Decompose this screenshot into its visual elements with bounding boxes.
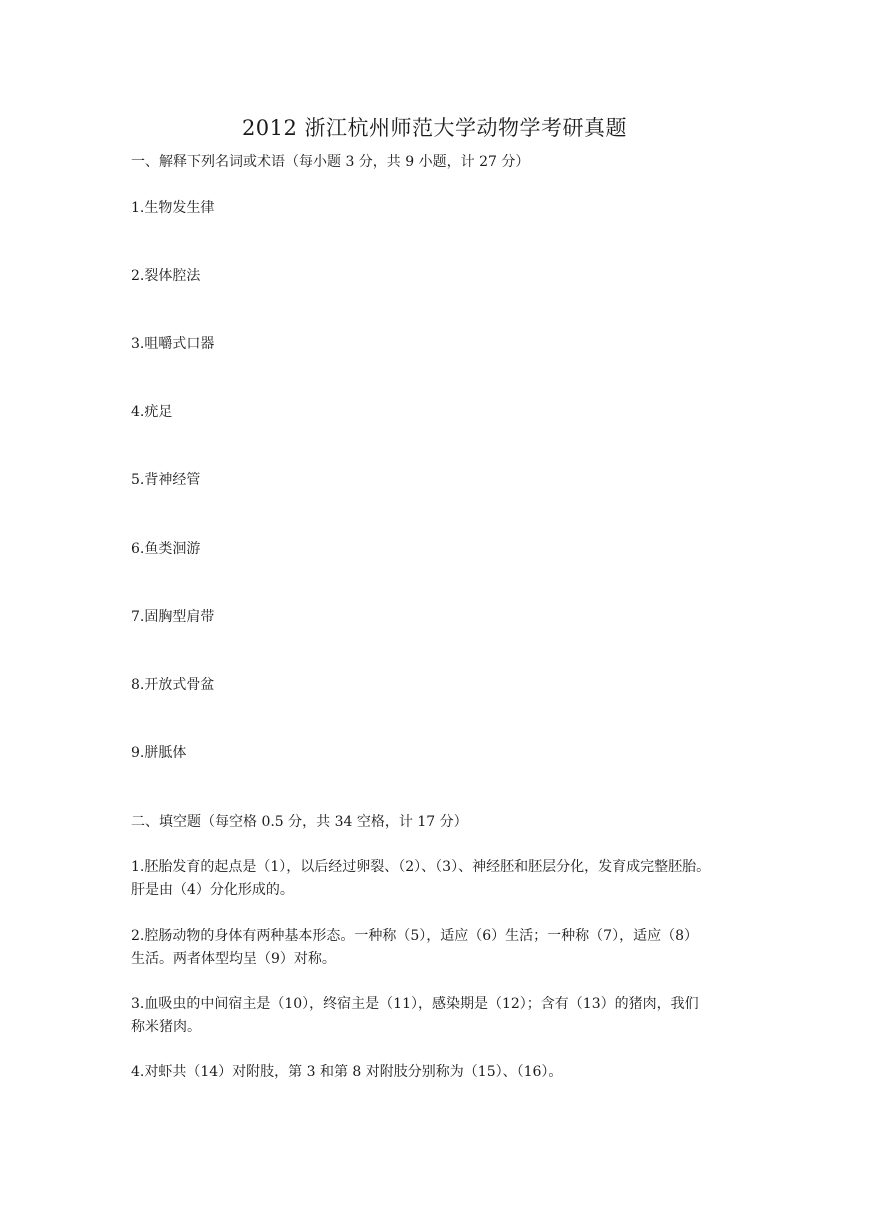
fill-blank-question-line: 肝是由（4）分化形成的。 xyxy=(131,882,294,898)
term-item: 6.鱼类洄游 xyxy=(131,541,201,557)
section-1-heading: 一、解释下列名词或术语（每小题 3 分，共 9 小题，计 27 分） xyxy=(131,154,530,170)
term-item: 8.开放式骨盆 xyxy=(131,677,215,693)
fill-blank-question-line: 称米猪肉。 xyxy=(131,1019,201,1035)
term-item: 3.咀嚼式口器 xyxy=(131,336,215,352)
page-title: 2012 浙江杭州师范大学动物学考研真题 xyxy=(241,116,628,140)
term-item: 5.背神经管 xyxy=(131,472,201,488)
section-2-heading: 二、填空题（每空格 0.5 分，共 34 空格，计 17 分） xyxy=(131,814,468,830)
fill-blank-question-line: 4.对虾共（14）对附肢，第 3 和第 8 对附肢分别称为（15）、（16）。 xyxy=(131,1064,563,1080)
fill-blank-question-line: 2.腔肠动物的身体有两种基本形态。一种称（5），适应（6）生活；一种称（7），适应（8） xyxy=(131,928,698,944)
term-item: 9.胼胝体 xyxy=(131,745,187,761)
term-item: 1.生物发生律 xyxy=(131,200,215,216)
term-item: 2.裂体腔法 xyxy=(131,268,201,284)
fill-blank-question-line: 3.血吸虫的中间宿主是（10），终宿主是（11），感染期是（12）；含有（13）的猪肉，我们 xyxy=(131,996,699,1012)
fill-blank-question-line: 生活。两者体型均呈（9）对称。 xyxy=(131,951,336,967)
term-item: 4.疣足 xyxy=(131,404,173,420)
fill-blank-question-line: 1.胚胎发育的起点是（1），以后经过卵裂、（2）、（3）、神经胚和胚层分化，发育成完整胚胎。 xyxy=(131,859,711,875)
term-item: 7.固胸型肩带 xyxy=(131,609,215,625)
